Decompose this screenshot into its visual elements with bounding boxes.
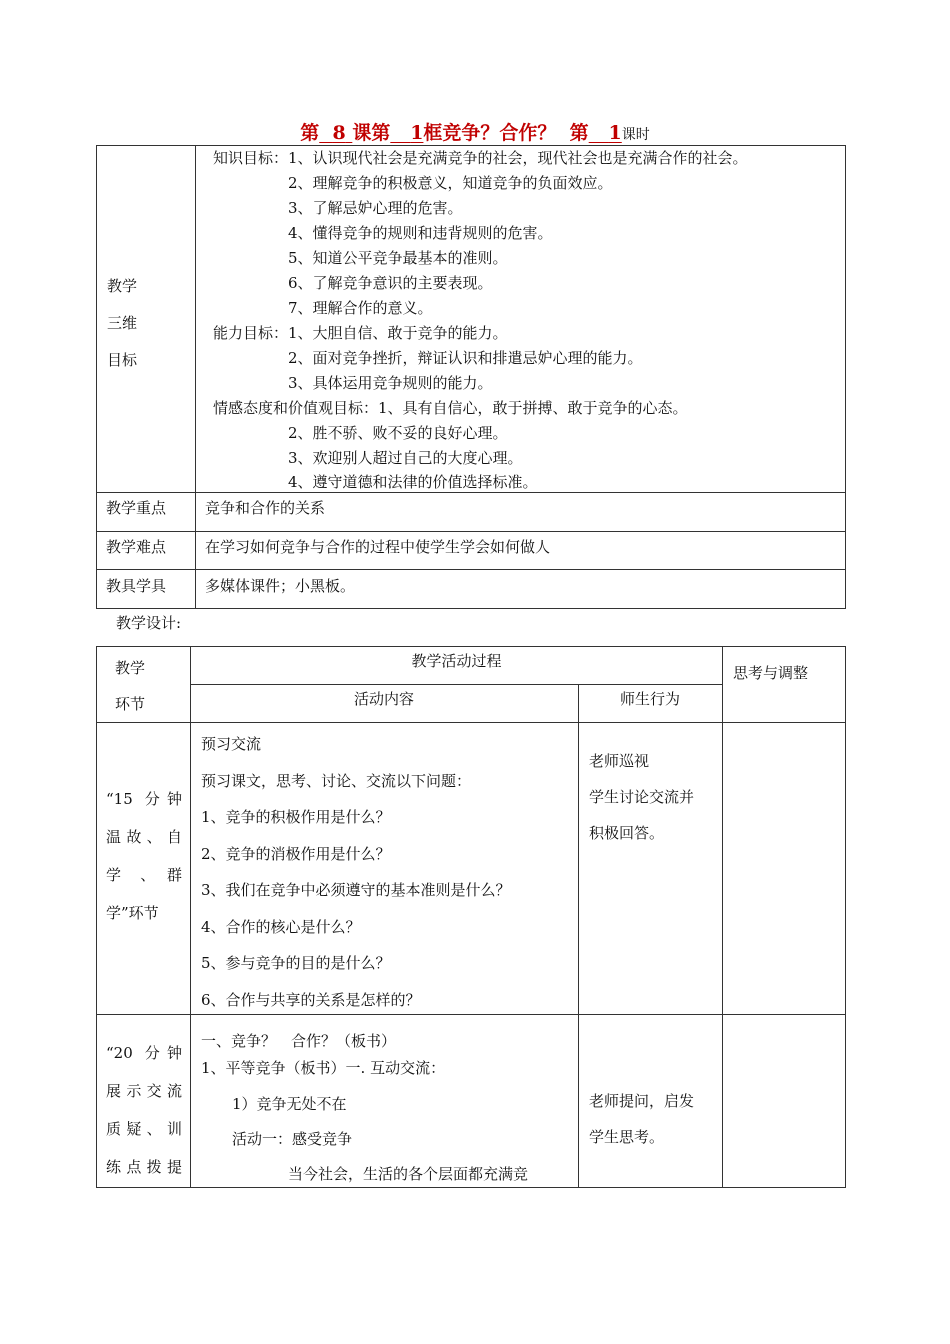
- row2-behavior: 老师提问，启发 学生思考。: [589, 1092, 695, 1146]
- knowledge-goal-item: 4、懂得竞争的规则和违背规则的危害。: [288, 224, 553, 242]
- row2-content-line: 当今社会，生活的各个层面都充满竞: [288, 1165, 529, 1183]
- knowledge-goal-item: 5、知道公平竞争最基本的准则。: [288, 249, 508, 267]
- row2-stage: “20 分钟 展示交流 质疑、训 练点拨提: [106, 1044, 182, 1176]
- design-label: 教学设计:: [116, 614, 182, 632]
- row2-content-line: 1、平等竞争（板书）一. 互动交流：: [201, 1059, 446, 1077]
- knowledge-goal-item: 7、理解合作的意义。: [288, 299, 433, 317]
- header-process: 教学活动过程: [411, 652, 502, 670]
- emotion-goal-item: 4、遵守道德和法律的价值选择标准。: [288, 473, 538, 491]
- ability-goal-head: 能力目标：1、大胆自信、敢于竞争的能力。: [213, 324, 508, 342]
- knowledge-goal-head: 知识目标：1、认识现代社会是充满竞争的社会，现代社会也是充满合作的社会。: [213, 149, 748, 167]
- lesson-number: 8: [332, 122, 346, 144]
- row1-behavior: 老师巡视 学生讨论交流并 积极回答。: [589, 752, 695, 842]
- row2-content-line: 1）竞争无处不在: [232, 1095, 347, 1113]
- difficulty-label: 教学难点: [106, 538, 167, 556]
- frame-number: 1: [410, 122, 424, 144]
- row1-stage: “15 分钟 温故、自 学 、 群 学”环节: [106, 790, 182, 922]
- header-reflection: 思考与调整: [733, 664, 809, 682]
- emotion-goal-item: 2、胜不骄、败不妥的良好心理。: [288, 424, 508, 442]
- ability-goal-item: 3、具体运用竞争规则的能力。: [288, 374, 493, 392]
- lesson-title: 第 8 课第 1框竞争？合作？ 第 1课时: [300, 122, 650, 144]
- row2-content-line: 活动一：感受竞争: [232, 1130, 353, 1148]
- key-point-label: 教学重点: [106, 499, 167, 517]
- header-stage: 教学 环节: [115, 659, 146, 713]
- knowledge-goal-item: 6、了解竞争意识的主要表现。: [288, 274, 493, 292]
- difficulty-value: 在学习如何竞争与合作的过程中使学生学会如何做人: [205, 538, 551, 556]
- key-point-value: 竞争和合作的关系: [205, 499, 326, 517]
- period-number: 1: [608, 122, 622, 144]
- row1-content: 预习交流 预习课文，思考、讨论、交流以下问题： 1、竞争的积极作用是什么？ 2、竞争的消极作用是什么？ 3、我们在竞争中必须遵守的基本准则是什么？ 4、合作的核心是什么？ 5、参与竞争的目的是什么？ 6、合作与共享的关系是怎样的？: [201, 735, 511, 1009]
- tools-label: 教具学具: [106, 577, 167, 595]
- tools-value: 多媒体课件；小黑板。: [205, 577, 356, 595]
- header-content: 活动内容: [353, 690, 414, 708]
- ability-goal-item: 2、面对竞争挫折，辩证认识和排遣忌妒心理的能力。: [288, 349, 643, 367]
- emotion-goal-item: 3、欢迎别人超过自己的大度心理。: [288, 449, 523, 467]
- header-behavior: 师生行为: [619, 690, 680, 708]
- goals-label: 教学 三维 目标: [107, 277, 138, 369]
- row2-content-line: 一、竞争？ 合作？（板书）: [201, 1032, 397, 1050]
- emotion-goal-head: 情感态度和价值观目标：1、具有自信心，敢于拼搏、敢于竞争的心态。: [213, 399, 688, 417]
- knowledge-goal-item: 2、理解竞争的积极意义，知道竞争的负面效应。: [288, 174, 613, 192]
- knowledge-goal-item: 3、了解忌妒心理的危害。: [288, 199, 463, 217]
